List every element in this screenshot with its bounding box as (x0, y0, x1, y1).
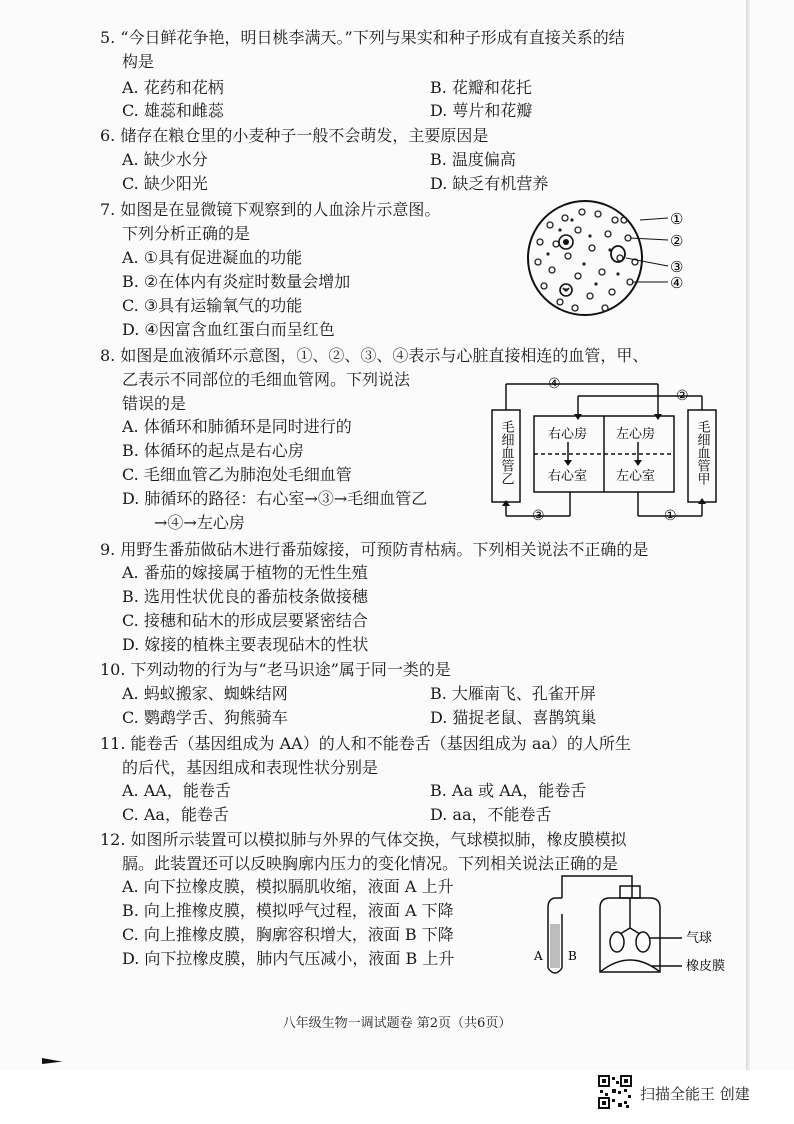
q9-option-a: A. 番茄的嫁接属于植物的无性生殖 (122, 563, 368, 582)
q5-option-d: D. 萼片和花瓣 (430, 101, 533, 120)
q10-stem: 10. 下列动物的行为与“老马识途”属于同一类的是 (100, 660, 451, 679)
q7-stem-line2: 下列分析正确的是 (122, 224, 251, 243)
circulation-diagram (488, 370, 728, 530)
q8-option-d: D. 肺循环的路径：右心室→③→毛细血管乙 (122, 489, 428, 508)
q5-option-a: A. 花药和花柄 (122, 78, 224, 97)
q7-option-d: D. ④因富含血红蛋白而呈红色 (122, 320, 335, 339)
q9-option-c: C. 接穗和砧木的形成层要紧密结合 (122, 611, 368, 630)
left-ventricle-label: 左心室 (616, 469, 656, 484)
page-footer: 八年级生物一调试题卷 第2页（共6页） (282, 1016, 512, 1031)
q11-stem-line1: 11. 能卷舌（基因组成为 AA）的人和不能卷舌（基因组成为 aa）的人所生 (100, 734, 631, 753)
paper-edge (746, 0, 750, 1070)
smear-label-4: ④ (670, 274, 684, 292)
q12-option-b: B. 向上推橡皮膜，模拟呼气过程，液面 A 下降 (122, 901, 454, 920)
liquid-level-a-label: A (534, 949, 543, 963)
blood-smear-diagram (520, 200, 700, 320)
q5-stem-line1: 5. “今日鲜花争艳，明日桃李满天。”下列与果实和种子形成有直接关系的结 (100, 28, 625, 47)
circ-label-1: ① (664, 508, 677, 524)
lung-model-diagram (530, 868, 740, 988)
right-atrium-label: 右心房 (548, 427, 588, 442)
circ-label-2: ② (676, 388, 689, 404)
q8-option-d-cont: →④→左心房 (154, 513, 245, 532)
smear-label-3: ③ (670, 258, 684, 276)
right-ventricle-label: 右心室 (548, 469, 588, 484)
smear-label-1: ① (670, 210, 684, 228)
q11-option-a: A. AA，能卷舌 (122, 781, 231, 800)
q8-stem-line2: 乙表示不同部位的毛细血管网。下列说法 (122, 370, 411, 389)
q8-stem-line3: 错误的是 (122, 394, 187, 413)
q12-stem-line2: 膈。此装置还可以反映胸廓内压力的变化情况。下列相关说法正确的是 (122, 854, 619, 873)
q9-option-b: B. 选用性状优良的番茄枝条做接穗 (122, 587, 368, 606)
q12-option-d: D. 向下拉橡皮膜，肺内气压减小，液面 B 上升 (122, 949, 455, 968)
circ-label-4: ④ (548, 376, 561, 392)
q5-stem-line2: 构是 (122, 52, 155, 71)
q12-option-a: A. 向下拉橡皮膜，模拟膈肌收缩，液面 A 上升 (122, 877, 454, 896)
smear-label-2: ② (670, 232, 684, 250)
circ-label-3: ③ (532, 508, 545, 524)
balloon-label: 气球 (686, 931, 713, 946)
qr-code-icon (598, 1075, 632, 1109)
q8-option-b: B. 体循环的起点是右心房 (122, 441, 304, 460)
q11-option-c: C. Aa，能卷舌 (122, 805, 229, 824)
q5-option-c: C. 雄蕊和雌蕊 (122, 101, 224, 120)
q11-option-b: B. Aa 或 AA，能卷舌 (430, 781, 587, 800)
q7-option-c: C. ③具有运输氧气的功能 (122, 296, 303, 315)
q8-option-c: C. 毛细血管乙为肺泡处毛细血管 (122, 465, 352, 484)
q12-stem-line1: 12. 如图所示装置可以模拟肺与外界的气体交换，气球模拟肺，橡皮膜模拟 (100, 830, 627, 849)
corner-mark (42, 1058, 62, 1064)
capillary-yi-label: 毛细血管乙 (498, 420, 514, 485)
q10-option-c: C. 鹦鹉学舌、狗熊骑车 (122, 708, 288, 727)
q6-option-d: D. 缺乏有机营养 (430, 174, 549, 193)
q10-option-a: A. 蚂蚁搬家、蜘蛛结网 (122, 684, 288, 703)
q11-option-d: D. aa，不能卷舌 (430, 805, 552, 824)
q6-stem: 6. 储存在粮仓里的小麦种子一般不会萌发，主要原因是 (100, 126, 489, 145)
q5-option-b: B. 花瓣和花托 (430, 78, 532, 97)
liquid-level-b-label: B (568, 949, 577, 963)
scanner-watermark-text: 扫描全能王 创建 (640, 1085, 750, 1103)
q9-stem: 9. 用野生番茄做砧木进行番茄嫁接，可预防青枯病。下列相关说法不正确的是 (100, 540, 649, 559)
membrane-label: 橡皮膜 (686, 959, 726, 974)
left-atrium-label: 左心房 (616, 427, 656, 442)
q8-stem-line1: 8. 如图是血液循环示意图，①、②、③、④表示与心脏直接相连的血管，甲、 (100, 346, 649, 365)
q7-option-a: A. ①具有促进凝血的功能 (122, 248, 303, 267)
q6-option-c: C. 缺少阳光 (122, 174, 208, 193)
q7-stem-line1: 7. 如图是在显微镜下观察到的人血涂片示意图。 (100, 200, 441, 219)
capillary-jia-label: 毛细血管甲 (694, 420, 710, 485)
q12-option-c: C. 向上推橡皮膜，胸廓容积增大，液面 B 下降 (122, 925, 454, 944)
q7-option-b: B. ②在体内有炎症时数量会增加 (122, 272, 351, 291)
q10-option-b: B. 大雁南飞、孔雀开屏 (430, 684, 596, 703)
q10-option-d: D. 猫捉老鼠、喜鹊筑巢 (430, 708, 597, 727)
q8-option-a: A. 体循环和肺循环是同时进行的 (122, 417, 352, 436)
q6-option-b: B. 温度偏高 (430, 150, 516, 169)
q11-stem-line2: 的后代，基因组成和表现性状分别是 (122, 758, 379, 777)
q9-option-d: D. 嫁接的植株主要表现砧木的性状 (122, 635, 369, 654)
q6-option-a: A. 缺少水分 (122, 150, 208, 169)
